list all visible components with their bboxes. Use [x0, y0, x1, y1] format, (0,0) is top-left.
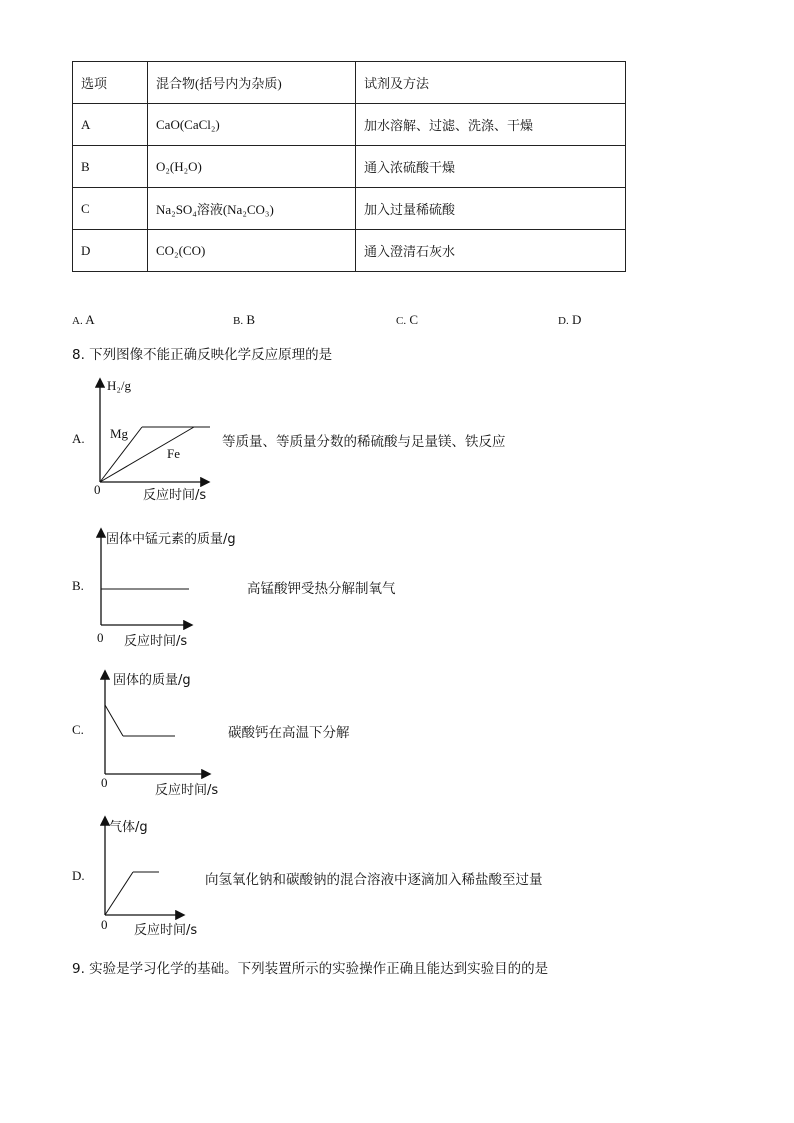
table-cell: 混合物(括号内为杂质) [148, 62, 356, 104]
table-cell: O₂(H₂O) [148, 146, 356, 188]
table-cell: A [73, 104, 148, 146]
table-cell: CO₂(CO) [148, 230, 356, 272]
table-cell: 加入过量稀硫酸 [356, 188, 626, 230]
graph-b-letter[interactable]: B. [72, 578, 84, 593]
graph-a-xlabel: 反应时间/s [143, 488, 207, 503]
graph-c-ylabel: 固体的质量/g [113, 673, 191, 688]
table-cell: 通入澄清石灰水 [356, 230, 626, 272]
q9-stem: 9. 实验是学习化学的基础。下列装置所示的实验操作正确且能达到实验目的的是 [72, 961, 549, 977]
table-cell: 试剂及方法 [356, 62, 626, 104]
option-letter: D. [558, 315, 569, 327]
option-text: C [409, 312, 419, 327]
option-text: D [571, 312, 582, 327]
option-text: A [85, 312, 95, 327]
graph-a-fe-label: Fe [167, 446, 180, 461]
graph-c-decline [105, 705, 123, 736]
graph-c-description: 碳酸钙在高温下分解 [228, 725, 350, 741]
option-letter: C. [396, 315, 407, 327]
graph-b-origin: 0 [97, 630, 104, 645]
table-cell: C [73, 188, 148, 230]
table-row [73, 188, 626, 230]
graph-d-letter[interactable]: D. [72, 868, 85, 883]
option-letter: A. [72, 315, 83, 327]
graph-c-xlabel: 反应时间/s [155, 783, 219, 798]
graph-c-origin: 0 [101, 775, 108, 790]
option-letter: B. [233, 315, 244, 327]
table-cell: B [73, 146, 148, 188]
graph-b-xlabel: 反应时间/s [124, 634, 188, 649]
table-row [73, 146, 626, 188]
table-header-row [73, 62, 626, 104]
table-row [73, 104, 626, 146]
table-cell: 通入浓硫酸干燥 [356, 146, 626, 188]
graph-a-origin: 0 [94, 482, 101, 497]
graph-d-description: 向氢氧化钠和碳酸钠的混合溶液中逐滴加入稀盐酸至过量 [205, 872, 543, 888]
q7-table [72, 61, 626, 272]
graph-d-xlabel: 反应时间/s [134, 923, 198, 938]
table-row [73, 230, 626, 272]
graph-b-ylabel: 固体中锰元素的质量/g [106, 532, 236, 547]
table-cell: 选项 [73, 62, 148, 104]
option-text: B [246, 312, 256, 327]
graph-a-ylabel: H₂/g [107, 378, 132, 393]
table-cell: 加水溶解、过滤、洗涤、干燥 [356, 104, 626, 146]
option-b[interactable] [233, 312, 255, 328]
graph-d-rise [105, 872, 133, 915]
table-cell: D [73, 230, 148, 272]
graph-d-ylabel: 气体/g [109, 820, 148, 835]
option-c[interactable] [396, 312, 418, 328]
option-d[interactable] [558, 312, 581, 328]
graph-a-description: 等质量、等质量分数的稀硫酸与足量镁、铁反应 [222, 434, 506, 450]
option-a[interactable] [72, 312, 95, 328]
table-cell: CaO(CaCl₂) [148, 104, 356, 146]
table-cell: Na₂SO₄溶液(Na₂CO₃) [148, 188, 356, 230]
graph-a-mg-label: Mg [110, 426, 129, 441]
graph-a-letter[interactable]: A. [72, 431, 85, 446]
graph-d-origin: 0 [101, 917, 108, 932]
graph-b-description: 高锰酸钾受热分解制氧气 [247, 581, 396, 597]
q8-stem: 8. 下列图像不能正确反映化学反应原理的是 [72, 347, 333, 363]
graph-c-letter[interactable]: C. [72, 722, 84, 737]
